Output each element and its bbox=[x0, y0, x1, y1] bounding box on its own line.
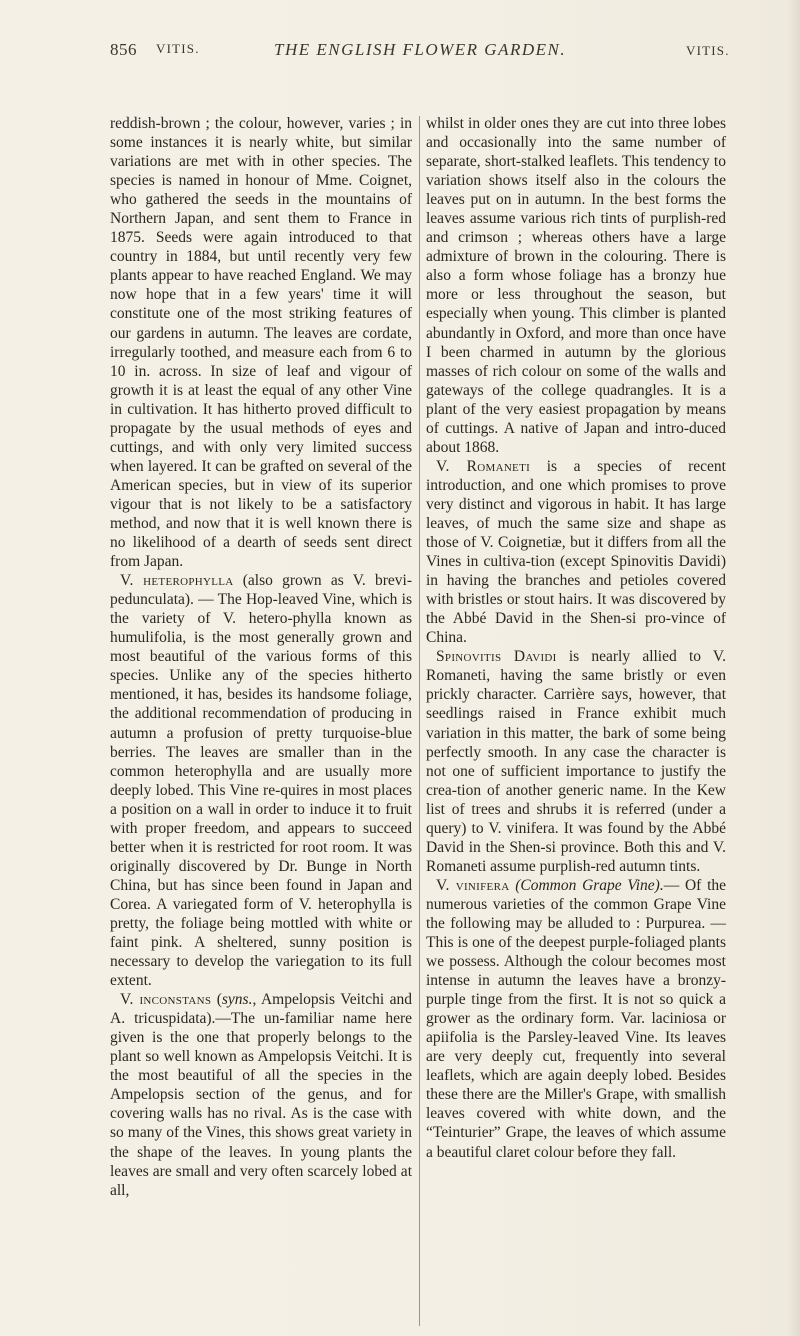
paragraph-heterophylla bbox=[110, 571, 412, 990]
paragraph-inconstans: V. inconstans (syns., Ampelopsis Veitchi and A. tricuspidata).—The un-familiar name here given is the one that properly belongs to the plant so well known as Ampelopsis Veitchi. It is the most beautiful of all the species in the Ampelopsis section of the genus, and for covering walls has no rival. As is the case with so many of the Vines, this shows great variety in the shape of the leaves. In young plants the leaves are small and very often scarcely lobed at all, bbox=[110, 991, 412, 1199]
column-divider bbox=[419, 116, 420, 1326]
running-head-title: THE ENGLISH FLOWER GARDEN. bbox=[274, 40, 567, 59]
page-number: 856 bbox=[110, 40, 137, 59]
paragraph-inconstans-continued: whilst in older ones they are cut into three lobes and occasionally into the same number of separate, short-stalked leaflets. This tendency to variation shows itself also in the colours the leaves put on in autumn. In the best forms the leaves assume various rich tints of purplish-red and crimson ; whereas others have a large admixture of brown in the colouring. There is also a form whose foliage has a bronzy hue more or less throughout the season, but especially when young. This climber is planted abundantly in Oxford, and more than once have I been charmed in autumn by the glorious masses of rich colour on some of the walls and gateways of the college quadrangles. It is a plant of the very easiest propagation by means of cuttings. A native of Japan and intro-duced about 1868. bbox=[426, 115, 726, 456]
running-head bbox=[110, 40, 730, 68]
left-column bbox=[110, 114, 412, 1200]
paragraph-romaneti-text: is a species of recent introduction, and one which promises to prove very distinct and vigorous in habit. It has large leaves, of much the same size and shape as those of V. Coignetiæ, but it differs from all the Vines in cultiva-tion (except Spinovitis Davidi) in having the branches and petioles covered with bristles or stout hairs. It was discovered by the Abbé David in the Shen-si pro-vince of China. bbox=[426, 457, 726, 647]
synonyms-label: syns. bbox=[221, 991, 253, 1009]
paragraph-vinifera bbox=[426, 876, 726, 1162]
species-heading-vinifera: V. vinifera bbox=[436, 876, 510, 894]
running-head-genus-left: VITIS. bbox=[156, 41, 200, 56]
species-heading-romaneti: V. Romaneti bbox=[436, 457, 531, 475]
common-name-vinifera: (Common Grape Vine). bbox=[515, 876, 664, 894]
paragraph-romaneti bbox=[426, 457, 726, 647]
paragraph-coignetiae-continued: reddish-brown ; the colour, however, varies ; in some instances it is nearly white, but similar variations are met with in other species. The species is named in honour of Mme. Coignet, who gathered the seeds in the mountains of Northern Japan, and sent them to France in 1875. Seeds were again introduced to that country in 1884, but until recently very few plants appear to have reached England. We may now hope that in a few years' time it will constitute one of the most striking features of our gardens in autumn. The leaves are cordate, irregularly toothed, and measure each from 6 to 10 in. across. In size of leaf and vigour of growth it is at least the equal of any other Vine in cultivation. It has hitherto proved difficult to propagate by the usual methods of eyes and cuttings, and with only very limited success when layered. It can be grafted on several of the American species, but in view of its superior vigour that is not likely to be a satisfactory method, and now that it is well known there is no likelihood of a dearth of seeds sent direct from Japan. bbox=[110, 115, 412, 571]
paragraph-heterophylla-text: (also grown as V. brevi-pedunculata). — The Hop-leaved Vine, which is the variety of V. hetero-phylla known as humulifolia, is the most generally grown and most beautiful of the various forms of this species. Unlike any of the species hitherto mentioned, it has, besides its handsome foliage, the additional recommendation of producing in autumn a profusion of pretty turquoise-blue berries. The leaves are smaller than in the common heterophylla and are usually more deeply lobed. This Vine re-quires in most places a position on a wall in order to induce it to fruit with proper freedom, and appears to succeed better when it is restricted for root room. It was originally discovered by Dr. Bunge in North China, but has since been found in Japan and Corea. A variegated form of V. heterophylla is pretty, the foliage being mottled with white or faint pink. A sheltered, sunny position is necessary to develop the variegation to its full extent. bbox=[110, 572, 412, 990]
paragraph-spinovitis bbox=[426, 647, 726, 876]
right-column bbox=[426, 114, 726, 1162]
running-head-genus-right: VITIS. bbox=[686, 43, 730, 58]
paragraph-inconstans-text: Ampelopsis Veitchi and A. tricuspidata).—The un-familiar name here given is the one that properly belongs to the plant so well known as Ampelopsis Veitchi. It is the most beautiful of all the species in the Ampelopsis section of the genus, and for covering walls has no rival. As is the case with so many of the Vines, this shows great variety in the shape of the leaves. In young plants the leaves are small and very often scarcely lobed at all, bbox=[110, 991, 412, 1199]
species-heading-spinovitis: Spinovitis Davidi bbox=[436, 648, 557, 666]
paragraph-spinovitis-text: is nearly allied to V. Romaneti, having the same bristly or even prickly character. Carrière says, however, that seedlings raised in France exhibit much variation in this matter, the bark of some being perfectly smooth. In any case the character is not one of sufficient importance to justify the crea-tion of another generic name. In the Kew list of trees and shrubs it is referred (under a query) to V. vinifera. It was found by the Abbé David in the Shen-si province. Both this and V. Romaneti assume purplish-red autumn tints. bbox=[426, 648, 726, 875]
species-heading-heterophylla: V. heterophylla bbox=[120, 572, 234, 590]
paragraph-vinifera-text: — Of the numerous varieties of the common Grape Vine the following may be alluded to : Purpurea. — This is one of the deepest purple-foliaged plants we possess. Although the colour becomes most intense in autumn the leaves have a bronzy-purple tinge from the first. It is not so quick a grower as the ordinary form. Var. laciniosa or apiifolia is the Parsley-leaved Vine. Its leaves are very deeply cut, frequently into several leaflets, which are again deeply lobed. Besides these there are the Miller's Grape, with smallish leaves covered with white down, and the “Teinturier” Grape, the leaves of which assume a beautiful claret colour before they fall. bbox=[426, 876, 727, 1161]
species-heading-inconstans: V. inconstans bbox=[120, 991, 212, 1009]
page-edge-shadow bbox=[786, 0, 800, 1336]
